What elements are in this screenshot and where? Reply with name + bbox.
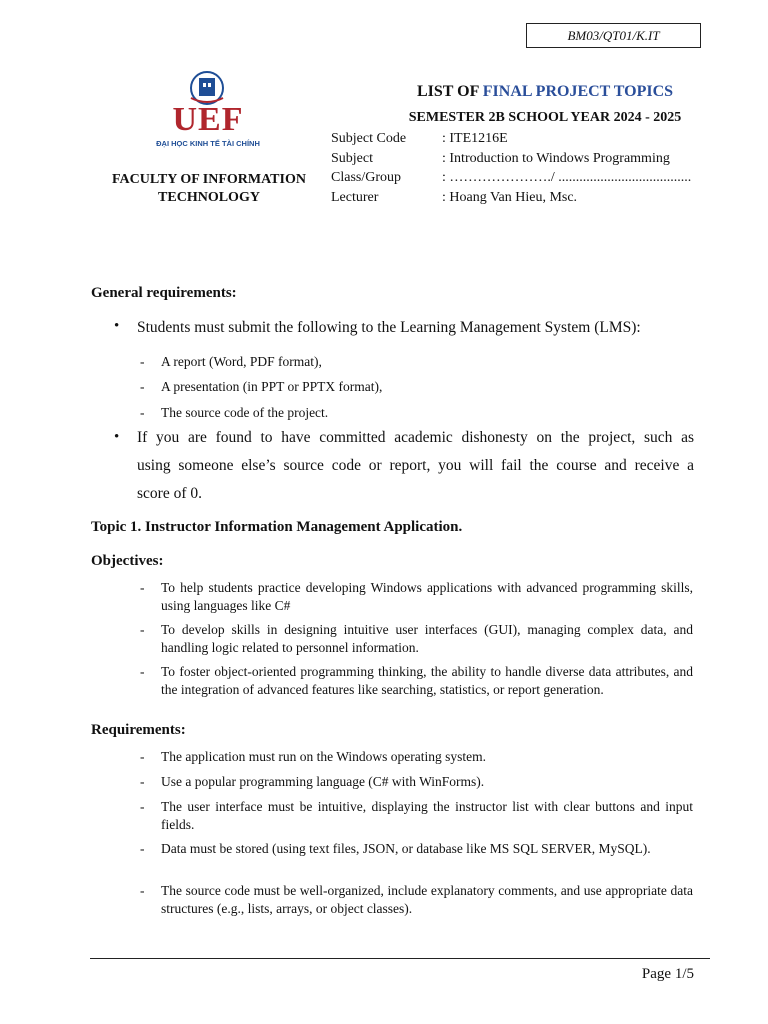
info-label: Subject — [331, 150, 373, 166]
dash-marker: - — [140, 580, 145, 595]
dash-marker: - — [140, 622, 145, 637]
dash-marker: - — [140, 749, 145, 764]
semester-title: SEMESTER 2B SCHOOL YEAR 2024 - 2025 — [408, 110, 682, 125]
list-item-text: A presentation (in PPT or PPTX format), — [161, 379, 383, 394]
info-value: : Introduction to Windows Programming — [442, 150, 670, 166]
info-row — [331, 129, 691, 149]
uef-logo — [143, 68, 273, 152]
info-value: : Hoang Van Hieu, Msc. — [442, 189, 578, 205]
list-item-text: To develop skills in designing intuitive user interfaces (GUI), managing complex data, and handling logic related to personnel information. — [161, 622, 693, 655]
info-label: Class/Group — [331, 170, 401, 185]
info-row — [331, 168, 691, 188]
list-item-text: To help students practice developing Windows applications with advanced programming skills, using languages like C# — [161, 580, 693, 613]
dash-marker: - — [140, 354, 145, 369]
list-item-text: The application must run on the Windows operating system. — [161, 749, 487, 764]
info-row — [331, 149, 691, 169]
list-item-text: To foster object-oriented programming thinking, the ability to handle diverse data attributes, and the integration of advanced features like searching, statistics, or report generation. — [161, 664, 693, 697]
requirements-heading: Requirements: — [91, 722, 186, 738]
list-item-text: The user interface must be intuitive, displaying the instructor list with clear buttons and input fields. — [161, 799, 693, 832]
general-requirements-heading: General requirements: — [91, 285, 237, 301]
page-number: Page 1/5 — [641, 966, 694, 982]
logo-subtext: ĐẠI HỌC KINH TẾ TÀI CHÍNH — [156, 139, 260, 148]
course-info — [331, 129, 691, 207]
logo-text: UEF — [172, 101, 244, 138]
title-prefix: LIST OF — [416, 83, 479, 100]
list-item-text: The source code of the project. — [161, 405, 329, 420]
bullet-dishonesty-text — [137, 424, 694, 508]
info-label: Subject Code — [331, 131, 407, 146]
faculty-line1: FACULTY OF INFORMATION — [112, 172, 306, 187]
faculty-line2: TECHNOLOGY — [158, 190, 260, 205]
info-value: : ITE1216E — [442, 131, 508, 146]
dash-marker: - — [140, 664, 145, 679]
list-item-text: The source code must be well-organized, include explanatory comments, and use appropriate data structures (e.g., lists, arrays, or object classes). — [161, 883, 693, 916]
info-value: : …………………./ ...................................... — [442, 170, 692, 185]
dash-marker: - — [140, 379, 145, 394]
bullet-icon: • — [114, 318, 120, 334]
bullet-line: score of 0. — [137, 485, 202, 502]
list-item-text: A report (Word, PDF format), — [161, 354, 322, 369]
dash-marker: - — [140, 799, 145, 814]
faculty-name — [98, 171, 320, 207]
info-label: Lecturer — [331, 189, 379, 205]
dash-marker: - — [140, 883, 145, 898]
dash-marker: - — [140, 841, 145, 856]
list-item-text: Data must be stored (using text files, JSON, or database like MS SQL SERVER, MySQL). — [161, 841, 651, 856]
bullet-submit-text: Students must submit the following to the Learning Management System (LMS): — [137, 319, 641, 336]
info-row — [331, 188, 691, 208]
bullet-line: If you are found to have committed academic dishonesty on the project, such as — [137, 429, 694, 446]
form-code-box: BM03/QT01/K.IT — [526, 23, 701, 48]
objectives-heading: Objectives: — [91, 553, 164, 569]
footer-divider — [90, 958, 710, 959]
topic-title: Topic 1. Instructor Information Management Application. — [91, 519, 463, 535]
dash-marker: - — [140, 774, 145, 789]
bullet-icon: • — [114, 429, 120, 445]
page-title — [330, 83, 760, 101]
list-item-text: Use a popular programming language (C# with WinForms). — [161, 774, 485, 789]
bullet-line: using someone else’s source code or report, you will fail the course and receive a — [137, 457, 694, 474]
title-highlight: FINAL PROJECT TOPICS — [482, 83, 674, 100]
dash-marker: - — [140, 405, 145, 420]
